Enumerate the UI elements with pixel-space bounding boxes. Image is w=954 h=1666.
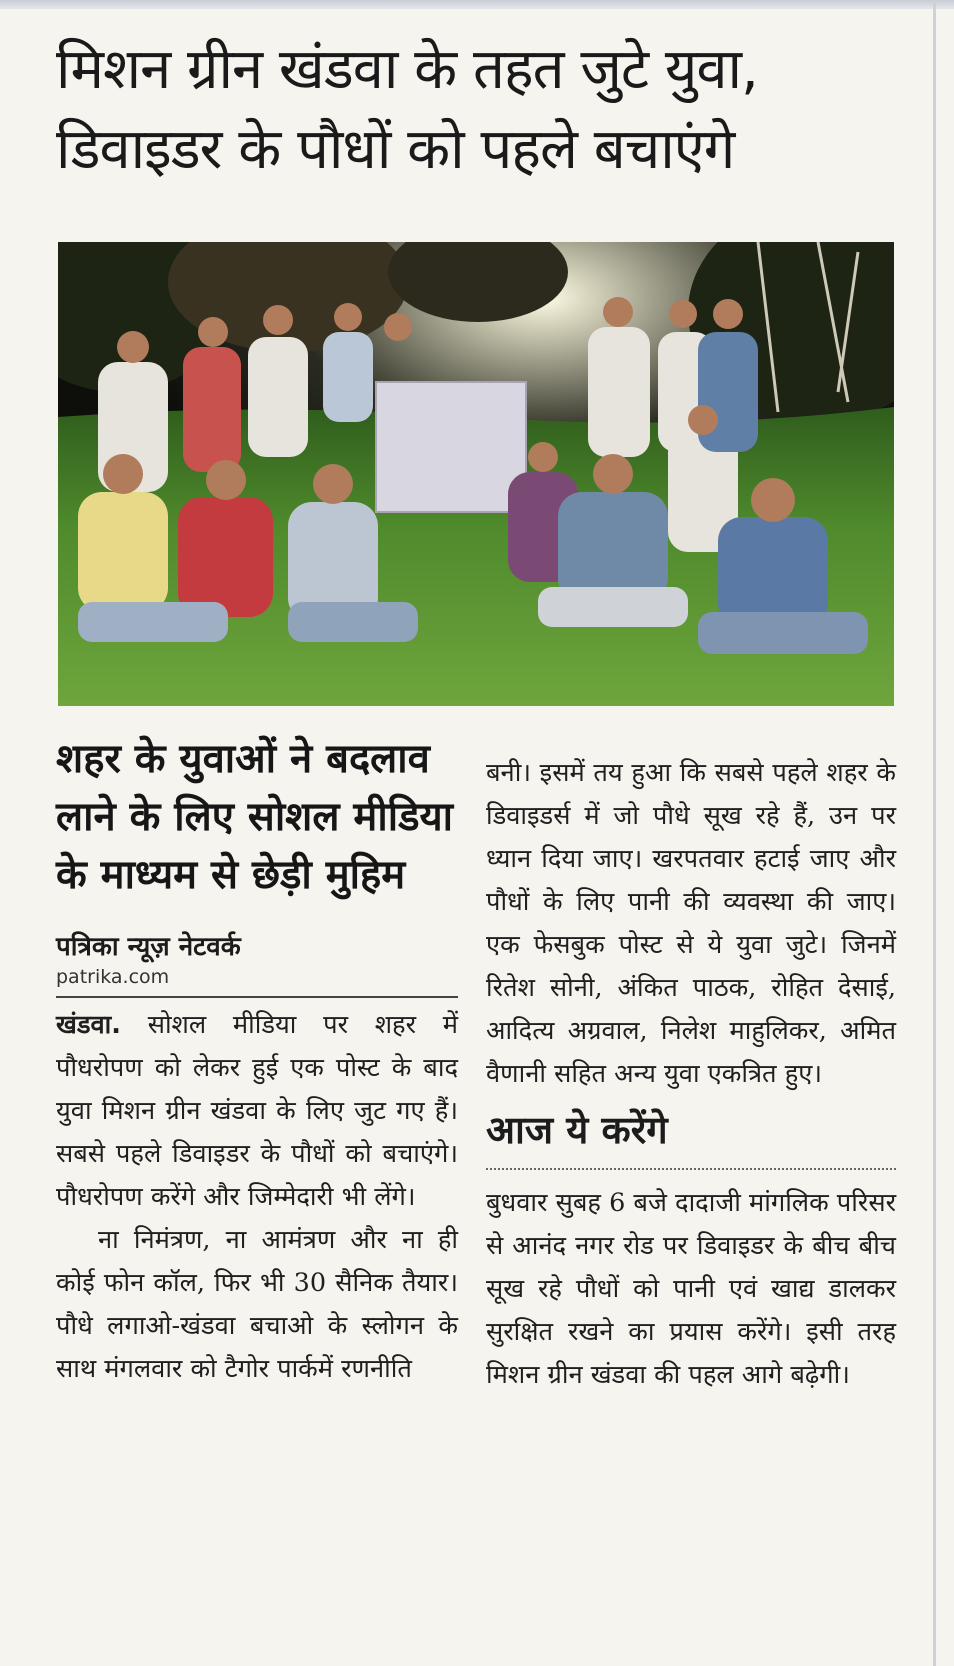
screen-top-strip	[0, 0, 954, 9]
article-paragraph-3: बनी। इसमें तय हुआ कि सबसे पहले शहर के डिवाइडर्स में जो पौधे सूख रहे हैं, उन पर ध्यान दिया जाए। खरपतवार हटाई जाए और पौधों के लिए पानी की व्यवस्था की जाए। एक फेसबुक पोस्ट से ये युवा जुटे। जिनमें रितेश सोनी, अंकित पाठक, रोहित देसाई, आदित्य अग्रवाल, निलेश माहुलिकर, अमित वैणानी सहित अन्य युवा एकत्रित हुए।	[486, 758, 896, 1089]
website-credit: patrika.com	[56, 964, 458, 998]
article-right-column	[486, 752, 896, 1397]
headline-line-2: डिवाइडर के पौधों को पहले बचाएंगे	[56, 117, 735, 182]
article-left-column	[56, 730, 458, 1391]
page-edge-rule	[933, 0, 936, 1666]
headline-line-1: मिशन ग्रीन खंडवा के तहत जुटे युवा,	[56, 37, 758, 102]
dateline: खंडवा.	[56, 1010, 121, 1040]
article-paragraph-1-text: सोशल मीडिया पर शहर में पौधरोपण को लेकर हुई एक पोस्ट के बाद युवा मिशन ग्रीन खंडवा के लिए जुट गए हैं। सबसे पहले डिवाइडर के पौधों को बचाएंगे। पौधरोपण करेंगे और जिम्मेदारी भी लेंगे।	[56, 1010, 458, 1212]
headline	[56, 30, 896, 190]
group-photo	[58, 242, 894, 706]
subheadline: शहर के युवाओं ने बदलाव लाने के लिए सोशल मीडिया के माध्यम से छेड़ी मुहिम	[56, 736, 454, 898]
byline: पत्रिका न्यूज़ नेटवर्क	[56, 932, 241, 962]
article-paragraph-2: ना निमंत्रण, ना आमंत्रण और ना ही कोई फोन कॉल, फिर भी 30 सैनिक तैयार। पौधे लगाओ-खंडवा बचाओ के स्लोगन के साथ मंगलवार को टैगोर पार्कमें रणनीति	[56, 1225, 458, 1384]
banner	[376, 382, 526, 512]
newspaper-clipping	[56, 30, 896, 1666]
box-heading: आज ये करेंगे	[486, 1100, 896, 1170]
box-paragraph: बुधवार सुबह 6 बजे दादाजी मांगलिक परिसर से आनंद नगर रोड पर डिवाइडर के बीच बीच सूख रहे पौधों को पानी एवं खाद्य डालकर सुरक्षित रखने का प्रयास करेंगे। इसी तरह मिशन ग्रीन खंडवा की पहल आगे बढ़ेगी।	[486, 1188, 896, 1390]
article-paragraph-1	[56, 1004, 458, 1219]
